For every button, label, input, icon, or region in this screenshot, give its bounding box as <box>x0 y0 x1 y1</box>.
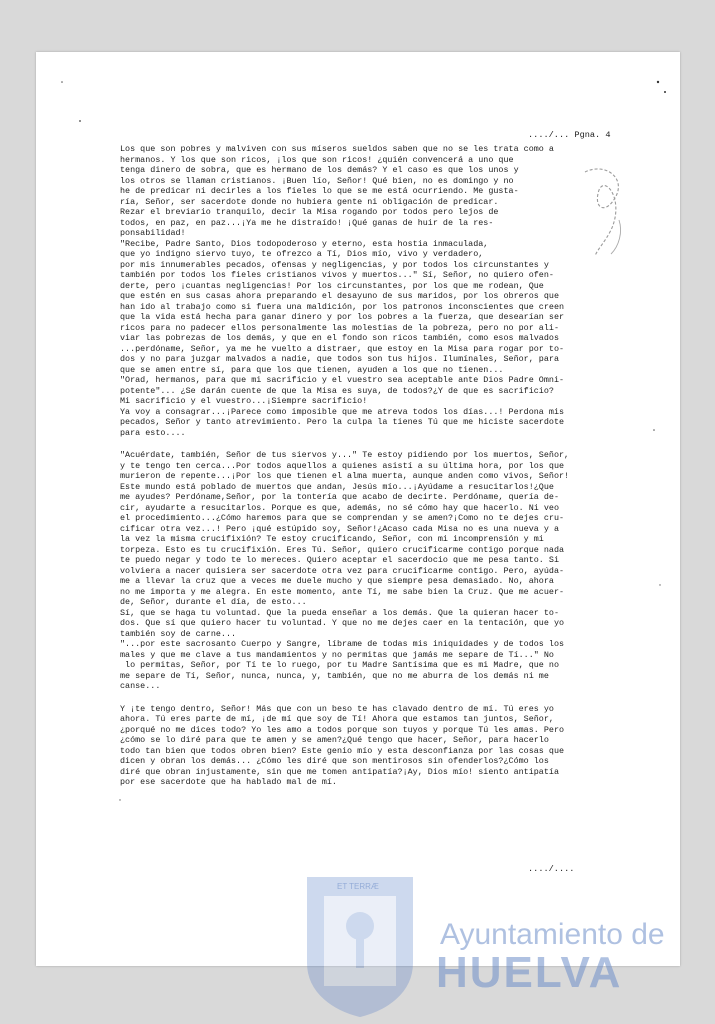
page-reference: ..../... Pgna. 4 <box>528 130 611 140</box>
text-line: "Recibe, Padre Santo, Dios todopoderoso y eterno, esta hostia inmaculada, <box>120 238 489 249</box>
text-line: "...por este sacrosanto Cuerpo y Sangre, líbrame de todas mis iniquidades y de todos los <box>120 639 565 649</box>
text-line: por mis innumerables pecados, ofensas y negligencias, y por todos los circunstantes y <box>120 259 549 270</box>
text-line: ¿cómo se lo diré para que te amen y se amen?¿Qué tengo que hacer, Señor, para hacerlo <box>120 735 549 745</box>
text-line: todo tan bien que todos obren bien? Este genio mío y esta desconfianza por las cosas que <box>120 745 565 756</box>
text-line: ponsabilidad! <box>120 228 186 238</box>
text-line: Sí, que se haga tu voluntad. Que la pueda enseñar a los demás. Que la quieran hacer to- <box>120 607 559 618</box>
text-line: han ido al trabajo como si fuera una maldición, por los patronos inconscientes que creen <box>120 301 565 312</box>
text-line: y te tengo ten cerca...Por todos aquellos a quienes asistí a su última hora, por los que <box>120 460 565 471</box>
text-line: lo permitas, Señor, por Tí te lo ruego, por tu Madre Santísima que es mi Madre, que no <box>120 660 559 670</box>
text-line: pecados, Señor y tanto atrevimiento. Pero la culpa la tienes Tú que me hiciste sacerdote <box>120 417 565 427</box>
text-line: Ya voy a consagrar...¡Parece como imposible que me atreva todos los días...! Perdona mis <box>120 406 565 417</box>
text-line: Mi sacrificio y el vuestro...¡Siempre sacrificio! <box>120 396 368 406</box>
text-line: "Orad, hermanos, para que mi sacrificio y el vuestro sea aceptable ante Dios Padre Omni- <box>120 375 565 385</box>
text-line: para esto.... <box>120 427 186 438</box>
text-line: ¿porqué no me dices todo? Yo les amo a todos porque son tuyos y porque Tú les amas. Pero <box>120 724 565 735</box>
text-line: volviera a nacer quisiera ser sacerdote otra vez para crucificarme contigo. Pero, ayúda- <box>120 565 565 576</box>
text-line: torpeza. Esto es tu crucifixión. Eres Tú. Señor, quiero crucificarme contigo porque nada <box>120 544 565 555</box>
text-line: el procedimiento...¿Cómo haremos para que se comprendan y se amen?¡Como no te dejes cru- <box>120 513 565 523</box>
text-line: he de predicar ni decirles a los fieles lo que se me está ocurriendo. Me gusta- <box>120 186 519 196</box>
text-line: Rezar el breviario tranquilo, decir la Misa rogando por todos pero lejos de <box>120 207 499 217</box>
text-line: viar las pobrezas de los demás, y que en el fondo son ricos también, como esos malvados <box>120 333 559 343</box>
text-line: la vez la misma crucifixión? Te estoy crucificando, Señor, con mi incomprensión y mi <box>120 534 544 544</box>
text-line: ría, Señor, ser sacerdote donde no hubiera gente ni obligación de predicar. <box>120 196 499 207</box>
watermark-seal-text: ET TERRÆ <box>337 882 379 891</box>
text-line: "Acuérdate, también, Señor de tus siervos y..." Te estoy pidiendo por los muertos, Señor, <box>120 450 570 460</box>
text-line: que yo indigno siervo tuyo, te ofrezco a Tí, Dios mío, vivo y verdadero, <box>120 249 484 259</box>
text-line: canse... <box>120 681 161 691</box>
text-line: por ese sacerdote que ha hablado mal de mí. <box>120 777 337 787</box>
text-line: no me importa y me alegra. En este momento, ante Tí, me sabe bien la Cruz. Que me acuer- <box>120 586 565 597</box>
text-line: potente"... ¿Se darán cuente de que la Misa es suya, de todos?¿Y de que es sacrificio? <box>120 385 554 396</box>
text-line: ricos para no padecer ellos personalmente las molestias de la pobreza, pero no por ali- <box>120 322 559 333</box>
text-line: derte, pero ¡cuantas negligencias! Por los circunstantes, por los que me rodean, Que <box>120 280 544 291</box>
text-line: hermanos. Y los que son ricos, ¡los que son ricos! ¿quién convencerá a uno que <box>120 154 514 165</box>
text-line <box>120 692 650 704</box>
text-line: también soy de carne... <box>120 628 237 639</box>
text-line: todos, en paz, en paz...¡Ya me he distraído! ¡Qué ganas de huir de la res- <box>120 217 494 228</box>
watermark-line-2: HUELVA <box>436 948 623 997</box>
text-line: Este mundo está poblado de muertos que andan, Jesús mío...¡Ayúdame a resucitarlos!¿Que <box>120 481 554 492</box>
text-line: tenga dinero de sobra, que es hermano de los demás? Y el caso es que los unos y <box>120 165 519 175</box>
text-line: males y que me clave a tus mandamientos y no permitas que jamás me separe de Tí..." No <box>120 649 554 660</box>
text-line: diré que obran injustamente, sin que me tomen antipatía?¡Ay, Dios mío! siento antipatía <box>120 766 559 777</box>
text-line: ...perdóname, Señor, ya me he vuelto a distraer, que estoy en la Misa para rogar por to- <box>120 343 565 354</box>
text-line: dos y no para juzgar malvados a nadie, que todos son tus hijos. Ilumínales, Señor, para <box>120 354 559 364</box>
text-line: que la vida está hecha para ganar dinero y por los pobres a la fuerza, que desearían ser <box>120 312 565 322</box>
continuation-mark: ..../.... <box>528 864 575 874</box>
text-line: de, Señor, durante el día, de esto... <box>120 597 307 607</box>
text-line: me a llevar la cruz que a veces me duele mucho y que siempre pesa demasiado. No, ahora <box>120 576 554 586</box>
text-line: los otros se llaman cristianos. ¡Buen lío, Señor! Qué bien, no es domingo y no <box>120 175 514 186</box>
text-line: dicen y obran los demás... ¿Cómo les diré que son mentirosos sin ofenderlos?¿Cómo los <box>120 756 549 766</box>
text-line: murieron de repente...¡Por los que tienen el alma muerta, aunque anden como vivos, Señor! <box>120 471 570 481</box>
text-line: cir, ayudarte a resucitarlos. Porque es que, además, no sé cómo hay que hacerlo. Ni veo <box>120 502 559 513</box>
watermark-line-1: Ayuntamiento de <box>440 918 665 951</box>
text-line: Los que son pobres y malviven con sus míseros sueldos saben que no se les trata como a <box>120 144 554 154</box>
text-line: me separe de Tí, Señor, nunca, nunca, y, también, que no me aburra de los demás ni me <box>120 670 549 681</box>
text-line: que estén en sus casas ahora preparando el desayuno de sus maridos, por los obreros que <box>120 291 559 301</box>
text-line: cificar otra vez...! Pero ¡qué estúpido soy, Señor!¿Acaso cada Misa no es una nueva y a <box>120 523 559 534</box>
text-line: dos. Que sí que quiero hacer tu voluntad. Y que no me dejes caer en la tentación, que yo <box>120 618 565 628</box>
text-line: ahora. Tú eres parte de mí, ¡de mí que soy de Tí! Ahora que estamos tan juntos, Señor, <box>120 714 554 724</box>
typewritten-text <box>120 144 650 788</box>
text-line: también por todos los fieles cristianos vivos y muertos..." Sí, Señor, no quiero ofen- <box>120 270 554 280</box>
text-line <box>120 438 650 450</box>
text-line: me ayudes? Perdóname,Señor, por la tontería que acabo de decirte. Perdóname, quería de- <box>120 492 559 502</box>
text-line: que se amen entre sí, para que los que tienen, ayuden a los que no tienen... <box>120 364 504 375</box>
text-line: Y ¡te tengo dentro, Señor! Más que con un beso te has clavado dentro de mí. Tú eres yo <box>120 703 554 714</box>
text-line: te puedo negar y todo te lo mereces. Quiero aceptar el sacerdocio que me pesa tanto. Si <box>120 555 559 565</box>
